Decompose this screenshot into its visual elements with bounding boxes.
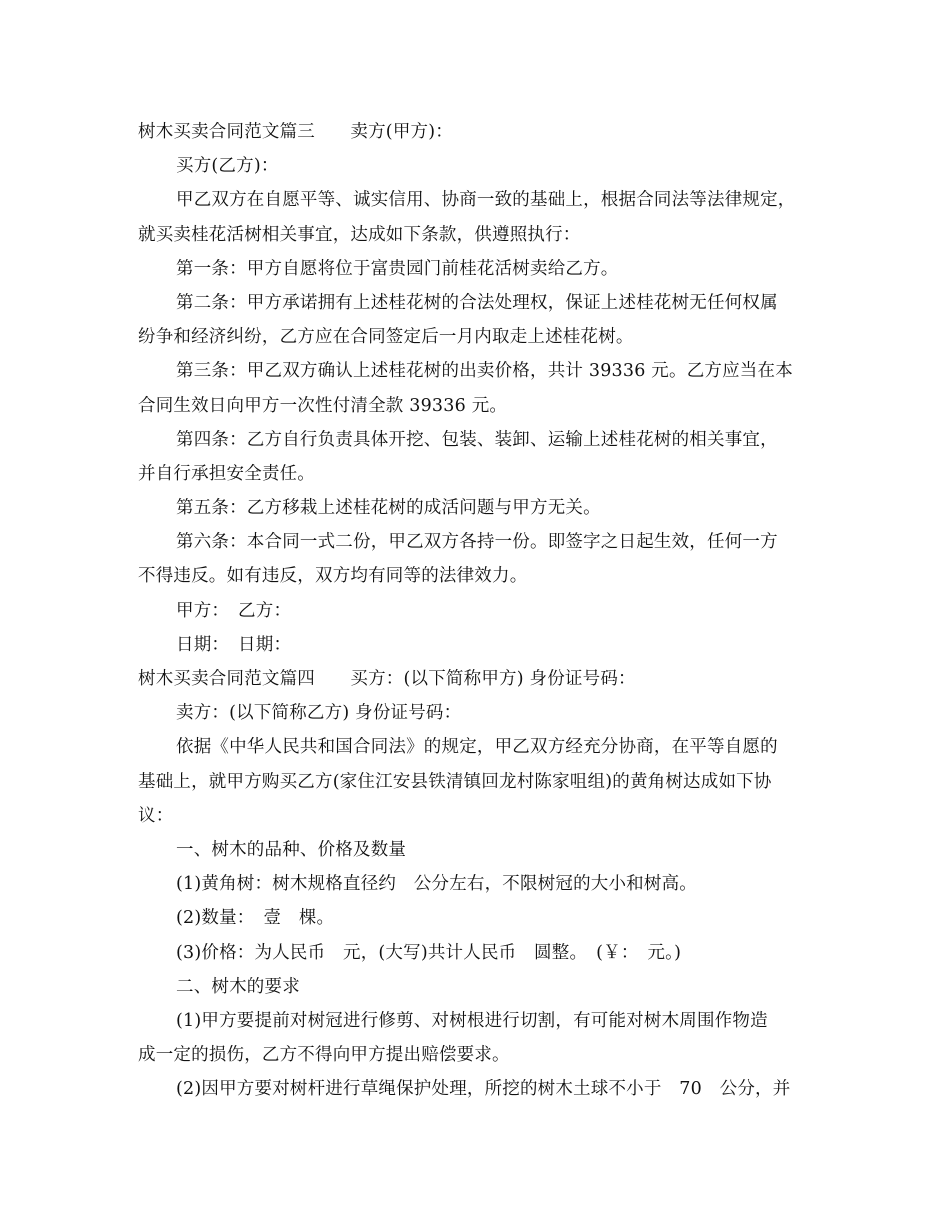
document-body <box>138 115 818 1106</box>
text-line: 成一定的损伤，乙方不得向甲方提出赔偿要求。 <box>138 1045 510 1066</box>
text-line: 树木买卖合同范文篇四 买方：(以下简称甲方) 身份证号码： <box>138 669 636 689</box>
text-line: 合同生效日向甲方一次性付清全款 39336 元。 <box>138 395 508 416</box>
text-line: 二、树木的要求 <box>176 976 300 997</box>
text-line: 纷争和经济纠纷，乙方应在合同签定后一月内取走上述桂花树。 <box>138 327 634 348</box>
text-line: (1)黄角树：树木规格直径约 公分左右，不限树冠的大小和树高。 <box>176 874 697 895</box>
text-line: 甲乙双方在自愿平等、诚实信用、协商一致的基础上，根据合同法等法律规定， <box>176 190 796 211</box>
text-line: (2)因甲方要对树杆进行草绳保护处理，所挖的树木土球不小于 70 公分，并 <box>176 1079 791 1100</box>
text-line: 第五条：乙方移栽上述桂花树的成活问题与甲方无关。 <box>176 498 601 519</box>
text-line: 卖方：(以下简称乙方) 身份证号码： <box>176 703 462 724</box>
text-line: 不得违反。如有违反，双方均有同等的法律效力。 <box>138 566 528 587</box>
text-line: 第一条：甲方自愿将位于富贵园门前桂花活树卖给乙方。 <box>176 258 619 279</box>
text-line: 议： <box>138 805 174 826</box>
text-line: 第三条：甲乙双方确认上述桂花树的出卖价格，共计 39336 元。乙方应当在本 <box>176 361 793 382</box>
text-line: 第六条：本合同一式二份，甲乙双方各持一份。即签字之日起生效，任何一方 <box>176 532 778 553</box>
text-line: (2)数量： 壹 棵。 <box>176 908 335 929</box>
text-line: 一、树木的品种、价格及数量 <box>176 839 407 860</box>
text-line: 基础上，就甲方购买乙方(家住江安县铁清镇回龙村陈家咀组)的黄角树达成如下协 <box>138 771 772 792</box>
text-line: 依据《中华人民共和国合同法》的规定，甲乙双方经充分协商，在平等自愿的 <box>176 737 778 758</box>
text-line: 就买卖桂花活树相关事宜，达成如下条款，供遵照执行： <box>138 224 581 245</box>
text-line: (3)价格：为人民币 元，(大写)共计人民币 圆整。 (￥： 元。) <box>176 942 682 963</box>
text-line: 买方(乙方)： <box>176 156 279 177</box>
text-line: 并自行承担安全责任。 <box>138 463 315 484</box>
text-line: 第二条：甲方承诺拥有上述桂花树的合法处理权，保证上述桂花树无任何权属 <box>176 292 778 313</box>
text-line: 树木买卖合同范文篇三 卖方(甲方)： <box>138 122 453 142</box>
text-line: (1)甲方要提前对树冠进行修剪、对树根进行切割，有可能对树木周围作物造 <box>176 1010 768 1031</box>
text-line: 甲方： 乙方： <box>176 600 292 621</box>
text-line: 日期： 日期： <box>176 634 292 655</box>
text-line: 第四条：乙方自行负责具体开挖、包装、装卸、运输上述桂花树的相关事宜， <box>176 429 778 450</box>
